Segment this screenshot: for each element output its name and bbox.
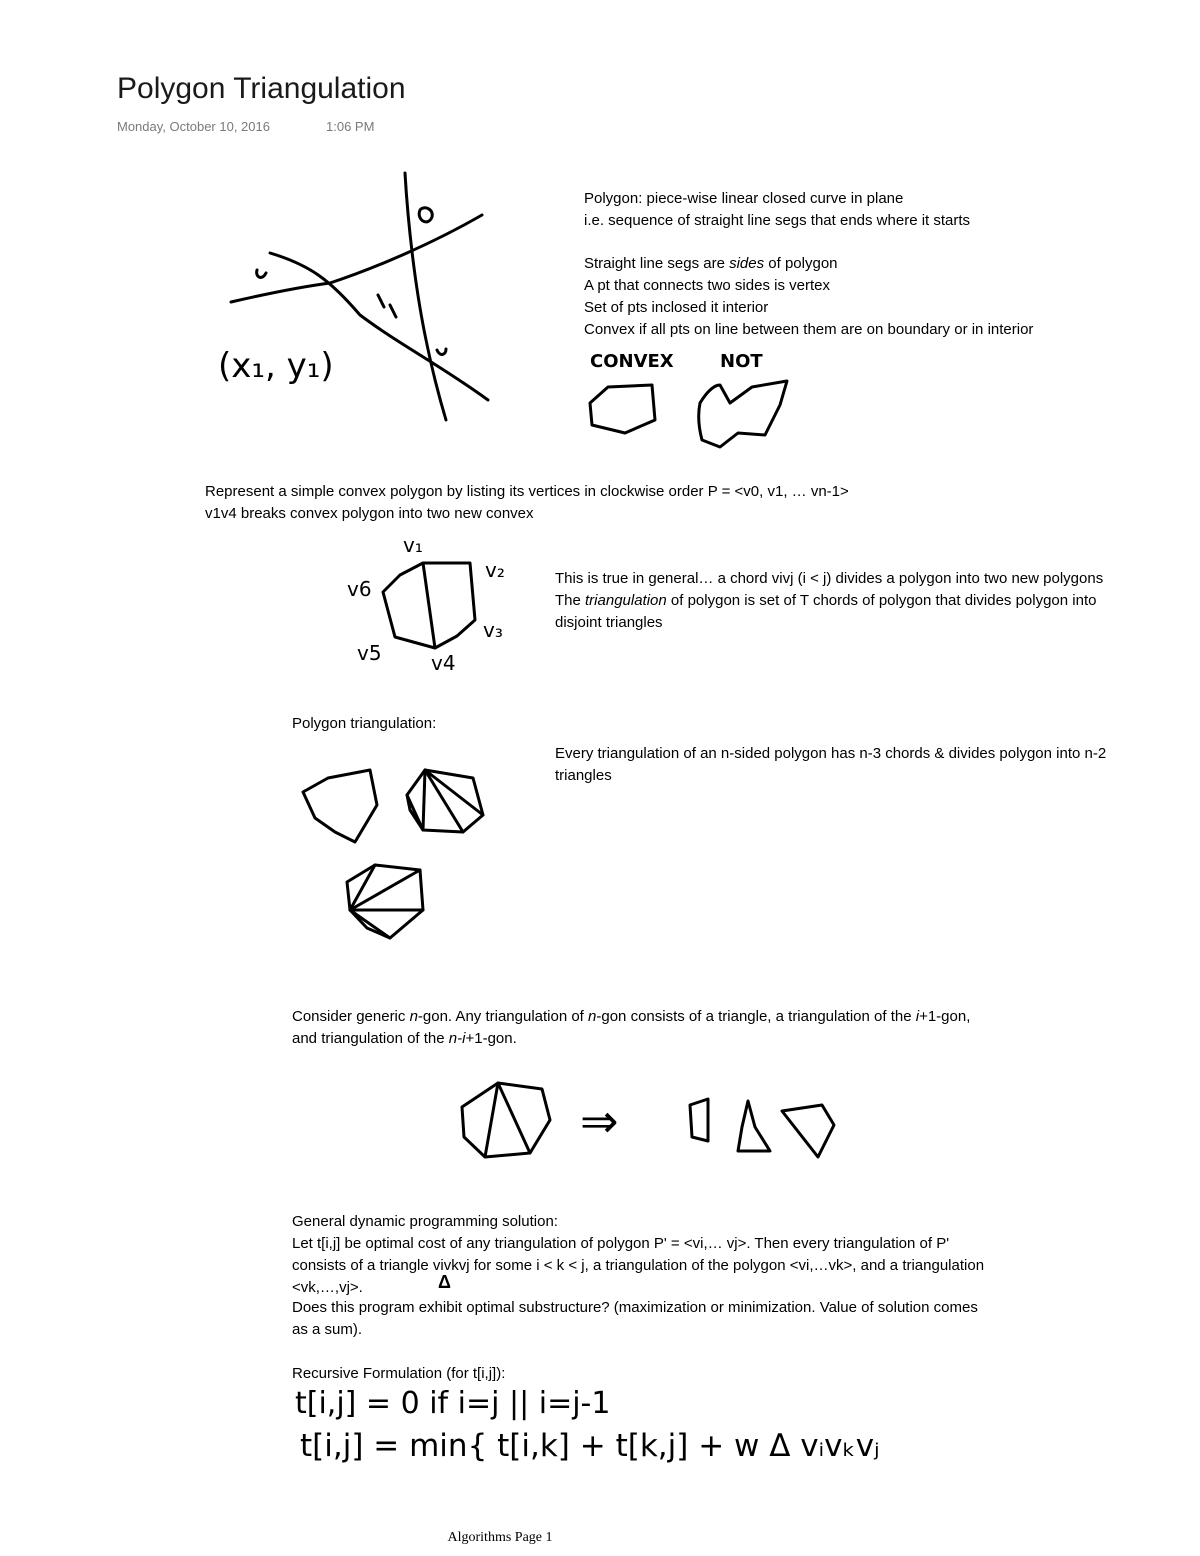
sketch-tick bbox=[390, 305, 396, 317]
dp-definition-end: <vk,…,vj>. bbox=[292, 1279, 363, 1296]
generic-ngon-text: Consider generic n-gon. Any triangulation of n-gon consists of a triangle, a triangulation of the i+1-gon, bbox=[292, 1008, 971, 1025]
chord-break-text: v1v4 breaks convex polygon into two new convex bbox=[205, 505, 534, 522]
polygon-untriangulated bbox=[303, 770, 377, 842]
generic-ngon-text-cont: and triangulation of the n-i+1-gon. bbox=[292, 1030, 517, 1047]
chord-v1v4 bbox=[423, 563, 435, 648]
triangulation-chord bbox=[423, 770, 425, 830]
subpolygon-right bbox=[782, 1105, 834, 1157]
sketch-mark bbox=[257, 270, 266, 277]
triangle-middle bbox=[738, 1101, 770, 1151]
triangulation-chord bbox=[425, 770, 483, 815]
sides-definition: Straight line segs are sides of polygon bbox=[584, 255, 838, 272]
convex-vs-not-sketch bbox=[580, 345, 810, 455]
vertex-definition: A pt that connects two sides is vertex bbox=[584, 277, 830, 294]
sketch-mark bbox=[437, 349, 446, 354]
vertex-label-v3: v₃ bbox=[483, 618, 503, 642]
decomposition-chord bbox=[498, 1083, 530, 1153]
sketch-mark bbox=[419, 208, 432, 222]
page-footer: Algorithms Page 1 bbox=[447, 1530, 553, 1545]
recurrence-base-case: t[i,j] = 0 if i=j || i=j-1 bbox=[295, 1386, 611, 1421]
vertex-label-v6: v6 bbox=[347, 577, 372, 601]
substructure-question: Does this program exhibit optimal substructure? (maximization or minimization. Value of solution comes bbox=[292, 1299, 978, 1316]
triangulation-fact-cont: triangles bbox=[555, 767, 612, 784]
decomposed-polygon bbox=[462, 1083, 550, 1157]
triangulation-definition: The triangulation of polygon is set of T chords of polygon that divides polygon into bbox=[555, 592, 1097, 609]
decomposition-chord bbox=[485, 1083, 498, 1157]
dp-heading: General dynamic programming solution: bbox=[292, 1213, 558, 1230]
triangulation-heading: Polygon triangulation: bbox=[292, 715, 437, 732]
convex-definition: Convex if all pts on line between them are on boundary or in interior bbox=[584, 321, 1034, 338]
triangulation-fact: Every triangulation of an n-sided polygon has n-3 chords & divides polygon into n-2 bbox=[555, 745, 1107, 762]
convex-polygon bbox=[590, 385, 655, 433]
point-label: (x₁, y₁) bbox=[218, 346, 334, 386]
polygon-definition-detail: i.e. sequence of straight line segs that ends where it starts bbox=[584, 212, 971, 229]
substructure-question-cont: as a sum). bbox=[292, 1321, 363, 1338]
recursive-heading: Recursive Formulation (for t[i,j]): bbox=[292, 1365, 506, 1382]
implies-arrow: ⇒ bbox=[580, 1094, 619, 1148]
triangulation-chord bbox=[407, 795, 423, 830]
page-date: Monday, October 10, 2016 bbox=[117, 119, 270, 134]
dp-definition-cont: consists of a triangle vivkvj for some i < k < j, a triangulation of the polygon <vi,…vk>, and a triangulation bbox=[292, 1257, 985, 1274]
vertex-label-v1: v₁ bbox=[403, 533, 423, 557]
decomposition-sketch bbox=[450, 1075, 850, 1170]
delta-mark: Δ bbox=[438, 1272, 451, 1292]
sketch-line bbox=[405, 173, 446, 420]
page-title: Polygon Triangulation bbox=[117, 72, 406, 105]
convex-label: CONVEX bbox=[590, 351, 674, 372]
sketch-tick bbox=[378, 295, 384, 307]
sketch-line bbox=[231, 215, 482, 302]
triangulation-chord bbox=[350, 910, 390, 938]
triangulation-chord bbox=[425, 770, 463, 832]
polygon-vertex-sketch bbox=[200, 165, 520, 435]
page-time: 1:06 PM bbox=[326, 119, 375, 134]
vertex-label-v2: v₂ bbox=[485, 558, 505, 582]
triangulation-definition-cont: disjoint triangles bbox=[555, 614, 663, 631]
chord-general-text: This is true in general… a chord vivj (i < j) divides a polygon into two new polygons bbox=[555, 570, 1104, 587]
not-label: NOT bbox=[720, 351, 763, 372]
polygon-definition: Polygon: piece-wise linear closed curve in plane bbox=[584, 190, 904, 207]
subpolygon-left bbox=[690, 1099, 708, 1141]
hexagon-chord-sketch bbox=[345, 530, 525, 680]
recurrence-general-case: t[i,j] = min{ t[i,k] + t[k,j] + w Δ vᵢvₖvⱼ bbox=[300, 1428, 880, 1464]
vertex-label-v5: v5 bbox=[357, 641, 382, 665]
nonconvex-polygon bbox=[699, 381, 787, 447]
triangulation-examples-sketch bbox=[295, 760, 505, 945]
dp-definition: Let t[i,j] be optimal cost of any triangulation of polygon P' = <vi,… vj>. Then every triangulation of P' bbox=[292, 1235, 950, 1252]
represent-text: Represent a simple convex polygon by listing its vertices in clockwise order P = <v0, v1, … vn-1> bbox=[205, 483, 849, 500]
interior-definition: Set of pts inclosed it interior bbox=[584, 299, 769, 316]
vertex-label-v4: v4 bbox=[431, 651, 456, 675]
